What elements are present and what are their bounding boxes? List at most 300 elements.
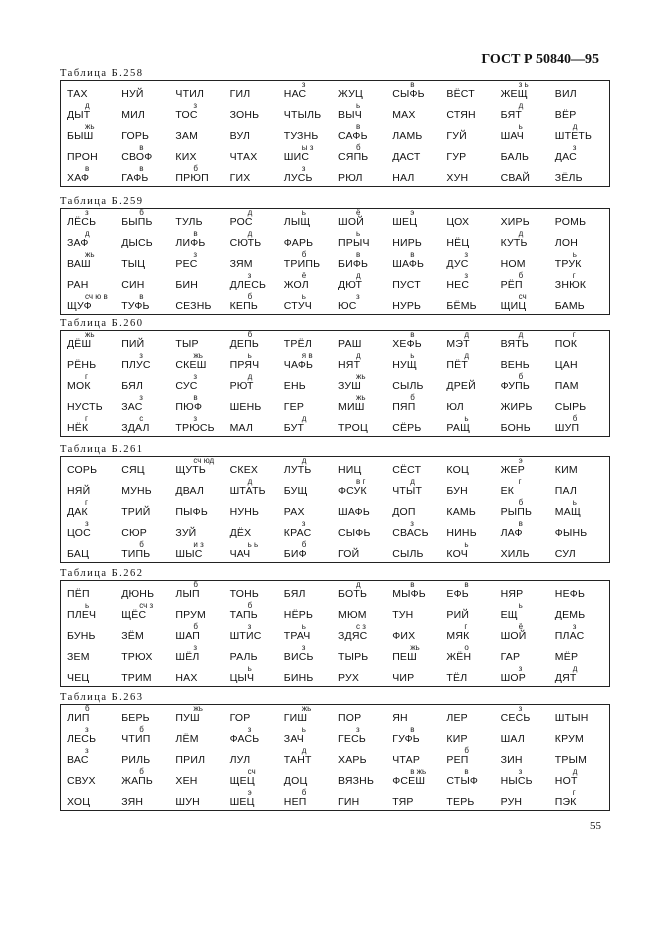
syllable-word: СЫФЬ bbox=[392, 88, 425, 100]
syllable-word: ШИС bbox=[283, 151, 310, 163]
syllable-word: СЫЛЬ bbox=[392, 380, 424, 392]
syllable-word: ЧЕЦ bbox=[67, 672, 90, 684]
syllable-word: ДРЕЙ bbox=[446, 380, 476, 392]
table-cell bbox=[336, 331, 390, 352]
phoneme-mark: б bbox=[139, 540, 144, 549]
syllable-word: НОМ bbox=[500, 258, 526, 270]
table-cell bbox=[553, 81, 607, 102]
syllable-word: КОЦ bbox=[446, 464, 469, 476]
syllable-word: БИН bbox=[175, 279, 199, 291]
table-frame bbox=[60, 208, 610, 315]
syllable-word: ЖУЦ bbox=[338, 88, 363, 100]
syllable-word: ЛЕСЬ bbox=[67, 733, 97, 745]
syllable-word: ЕФЬ bbox=[446, 588, 469, 600]
syllable-word: ЗЯН bbox=[121, 796, 144, 808]
table-cell bbox=[282, 123, 336, 144]
table-cell bbox=[282, 602, 336, 623]
table-cell bbox=[553, 352, 607, 373]
phoneme-mark: сч юд bbox=[193, 456, 215, 465]
syllable-word: ЛАМЬ bbox=[392, 130, 423, 142]
table-cell bbox=[336, 768, 390, 789]
table-cell bbox=[336, 415, 390, 436]
phoneme-mark: ь bbox=[518, 601, 523, 610]
table-cell bbox=[444, 209, 498, 230]
table-cell bbox=[228, 394, 282, 415]
syllable-word: СЮТЬ bbox=[229, 237, 262, 249]
syllable-word: БЁМЬ bbox=[446, 300, 477, 312]
syllable-word: НЕП bbox=[283, 796, 307, 808]
table-cell bbox=[499, 747, 553, 768]
syllable-word: ЗАМ bbox=[175, 130, 199, 142]
table-cell bbox=[390, 293, 444, 314]
phoneme-mark: з bbox=[356, 292, 360, 301]
phoneme-mark: з bbox=[356, 725, 360, 734]
table-cell bbox=[173, 747, 227, 768]
table-cell bbox=[553, 102, 607, 123]
syllable-word: НЕС bbox=[446, 279, 470, 291]
table-cell bbox=[173, 272, 227, 293]
table-cell bbox=[390, 230, 444, 251]
syllable-word: РОС bbox=[229, 216, 253, 228]
phoneme-mark: з bbox=[518, 704, 523, 713]
syllable-word: КОЧ bbox=[446, 548, 468, 560]
syllable-word: БЕРЬ bbox=[121, 712, 150, 724]
phoneme-mark: ь bbox=[247, 351, 252, 360]
phoneme-mark: д bbox=[356, 580, 361, 589]
table-cell bbox=[65, 81, 119, 102]
phoneme-mark: б bbox=[193, 164, 198, 173]
table-cell bbox=[65, 789, 119, 810]
syllable-word: НУЙ bbox=[121, 88, 144, 100]
table-cell bbox=[65, 705, 119, 726]
phoneme-mark: б bbox=[301, 788, 307, 797]
table-cell bbox=[228, 747, 282, 768]
phoneme-mark: з bbox=[572, 143, 577, 152]
table-cell bbox=[390, 623, 444, 644]
table-cell bbox=[444, 726, 498, 747]
phoneme-mark: з bbox=[193, 643, 198, 652]
word-grid bbox=[61, 81, 609, 186]
phoneme-mark: ё bbox=[356, 208, 361, 217]
table-cell bbox=[390, 352, 444, 373]
table-cell bbox=[173, 478, 227, 499]
syllable-word: СЕЗНЬ bbox=[175, 300, 212, 312]
table-cell bbox=[65, 272, 119, 293]
table-cell bbox=[499, 81, 553, 102]
table-cell bbox=[119, 747, 173, 768]
table-block bbox=[60, 68, 610, 187]
phoneme-mark: г bbox=[518, 477, 522, 486]
phoneme-mark: ы з bbox=[301, 143, 314, 152]
phoneme-mark: з bbox=[139, 351, 143, 360]
syllable-word: ПУШ bbox=[175, 712, 200, 724]
table-cell bbox=[444, 623, 498, 644]
syllable-word: ПОР bbox=[338, 712, 362, 724]
table-cell bbox=[228, 102, 282, 123]
table-cell bbox=[65, 520, 119, 541]
page-number: 55 bbox=[590, 820, 601, 832]
table-cell bbox=[65, 352, 119, 373]
table-cell bbox=[282, 373, 336, 394]
syllable-word: ПЫФЬ bbox=[175, 506, 208, 518]
table-cell bbox=[444, 81, 498, 102]
table-cell bbox=[553, 665, 607, 686]
syllable-word: ЗДАЛ bbox=[121, 422, 150, 434]
table-cell bbox=[553, 644, 607, 665]
syllable-word: ЕНЬ bbox=[283, 380, 306, 392]
syllable-word: ЦОС bbox=[67, 527, 91, 539]
syllable-word: ДЁХ bbox=[229, 527, 252, 539]
table-cell bbox=[336, 581, 390, 602]
table-cell bbox=[282, 768, 336, 789]
syllable-word: БАМЬ bbox=[554, 300, 585, 312]
table-cell bbox=[173, 123, 227, 144]
phoneme-mark: з bbox=[85, 746, 89, 755]
table-cell bbox=[499, 457, 553, 478]
syllable-word: ДЕПЬ bbox=[229, 338, 259, 350]
syllable-word: ШЁЛ bbox=[175, 651, 200, 663]
table-cell bbox=[553, 144, 607, 165]
syllable-word: ШАП bbox=[175, 630, 201, 642]
table-cell bbox=[390, 394, 444, 415]
table-cell bbox=[173, 520, 227, 541]
phoneme-mark: б bbox=[410, 393, 415, 402]
table-frame bbox=[60, 80, 610, 187]
syllable-word: ГИН bbox=[338, 796, 360, 808]
table-cell bbox=[65, 144, 119, 165]
table-cell bbox=[282, 209, 336, 230]
phoneme-mark: э bbox=[518, 456, 523, 465]
phoneme-mark: я в bbox=[301, 351, 313, 360]
syllable-word: БЯЛ bbox=[121, 380, 144, 392]
table-cell bbox=[444, 373, 498, 394]
table-cell bbox=[228, 293, 282, 314]
syllable-word: РУН bbox=[500, 796, 523, 808]
table-cell bbox=[390, 165, 444, 186]
table-cell bbox=[444, 144, 498, 165]
table-cell bbox=[65, 499, 119, 520]
syllable-word: БАЛЬ bbox=[500, 151, 530, 163]
table-cell bbox=[336, 293, 390, 314]
table-cell bbox=[499, 373, 553, 394]
table-cell bbox=[119, 726, 173, 747]
phoneme-mark: ь bbox=[301, 622, 306, 631]
phoneme-mark: э bbox=[247, 788, 252, 797]
syllable-word: ЛЫЩ bbox=[283, 216, 311, 228]
phoneme-mark: д bbox=[464, 351, 470, 360]
syllable-word: ГАФЬ bbox=[121, 172, 149, 184]
table-cell bbox=[553, 747, 607, 768]
syllable-word: ШОЙ bbox=[500, 630, 527, 642]
table-cell bbox=[282, 81, 336, 102]
syllable-word: ШЕЦ bbox=[392, 216, 418, 228]
syllable-word: НАХ bbox=[175, 672, 198, 684]
syllable-word: ШТИС bbox=[229, 630, 262, 642]
syllable-word: ФАСЬ bbox=[229, 733, 260, 745]
syllable-word: ТИПЬ bbox=[121, 548, 151, 560]
syllable-word: ДЮТ bbox=[338, 279, 363, 291]
table-cell bbox=[282, 293, 336, 314]
table-cell bbox=[228, 123, 282, 144]
phoneme-mark: жь bbox=[356, 393, 366, 402]
syllable-word: ЗУЙ bbox=[175, 527, 197, 539]
syllable-word: ПОК bbox=[554, 338, 578, 350]
table-cell bbox=[228, 331, 282, 352]
phoneme-mark: б bbox=[518, 271, 524, 280]
table-cell bbox=[173, 165, 227, 186]
syllable-word: НЫСЬ bbox=[500, 775, 533, 787]
table-cell bbox=[228, 665, 282, 686]
table-cell bbox=[444, 165, 498, 186]
syllable-word: ЛИФЬ bbox=[175, 237, 206, 249]
syllable-word: МИШ bbox=[338, 401, 365, 413]
syllable-word: ФСУК bbox=[338, 485, 367, 497]
syllable-word: ПРЮП bbox=[175, 172, 209, 184]
syllable-word: ПЁП bbox=[67, 588, 90, 600]
syllable-word: ЦЫЧ bbox=[229, 672, 255, 684]
table-frame bbox=[60, 330, 610, 437]
phoneme-mark: в bbox=[356, 122, 361, 131]
syllable-word: НИНЬ bbox=[446, 527, 477, 539]
table-cell bbox=[444, 499, 498, 520]
syllable-word: ЩУТЬ bbox=[175, 464, 207, 476]
syllable-word: ФАРЬ bbox=[283, 237, 314, 249]
phoneme-mark: з bbox=[247, 271, 252, 280]
syllable-word: ТЁЛ bbox=[446, 672, 468, 684]
syllable-word: СКЕШ bbox=[175, 359, 207, 371]
table-cell bbox=[119, 373, 173, 394]
table-cell bbox=[499, 331, 553, 352]
phoneme-mark: ь bbox=[572, 250, 577, 259]
phoneme-mark: жь bbox=[85, 330, 95, 339]
syllable-word: ЧИР bbox=[392, 672, 415, 684]
table-cell bbox=[119, 251, 173, 272]
syllable-word: ЕЩ bbox=[500, 609, 518, 621]
syllable-word: ТРЮХ bbox=[121, 651, 153, 663]
syllable-word: ЗУШ bbox=[338, 380, 362, 392]
syllable-word: ПРЫЧ bbox=[338, 237, 370, 249]
phoneme-mark: б bbox=[247, 330, 253, 339]
table-cell bbox=[119, 102, 173, 123]
table-cell bbox=[553, 293, 607, 314]
phoneme-mark: б bbox=[572, 414, 578, 423]
table-cell bbox=[390, 81, 444, 102]
syllable-word: РАШ bbox=[338, 338, 362, 350]
syllable-word: ПУСТ bbox=[392, 279, 421, 291]
table-cell bbox=[336, 394, 390, 415]
phoneme-mark: в bbox=[410, 330, 415, 339]
syllable-word: ХИЛЬ bbox=[500, 548, 530, 560]
syllable-word: КЕПЬ bbox=[229, 300, 258, 312]
syllable-word: СВУХ bbox=[67, 775, 96, 787]
syllable-word: ДОП bbox=[392, 506, 416, 518]
syllable-word: ТОС bbox=[175, 109, 198, 121]
phoneme-mark: с bbox=[139, 414, 144, 423]
table-cell bbox=[390, 705, 444, 726]
syllable-word: ВЫЧ bbox=[338, 109, 362, 121]
syllable-word: МЯК bbox=[446, 630, 470, 642]
table-cell bbox=[499, 102, 553, 123]
syllable-word: БЯТ bbox=[500, 109, 522, 121]
word-grid bbox=[61, 705, 609, 810]
table-cell bbox=[336, 123, 390, 144]
table-cell bbox=[336, 272, 390, 293]
phoneme-mark: сч ю в bbox=[85, 292, 108, 301]
syllable-word: СУС bbox=[175, 380, 198, 392]
syllable-word: ПЮФ bbox=[175, 401, 203, 413]
table-cell bbox=[499, 520, 553, 541]
syllable-word: НУСТЬ bbox=[67, 401, 103, 413]
table-cell bbox=[282, 165, 336, 186]
syllable-word: ТУФЬ bbox=[121, 300, 150, 312]
table-cell bbox=[173, 644, 227, 665]
phoneme-mark: э bbox=[410, 208, 415, 217]
table-cell bbox=[390, 499, 444, 520]
phoneme-mark: з bbox=[301, 80, 306, 89]
table-cell bbox=[553, 789, 607, 810]
table-cell bbox=[499, 144, 553, 165]
phoneme-mark: сч з bbox=[139, 601, 154, 610]
table-cell bbox=[336, 165, 390, 186]
phoneme-mark: з bbox=[464, 250, 469, 259]
phoneme-mark: в bbox=[85, 164, 90, 173]
syllable-word: ХАРЬ bbox=[338, 754, 367, 766]
syllable-word: ТРЮСЬ bbox=[175, 422, 215, 434]
phoneme-mark: сч bbox=[518, 292, 527, 301]
table-cell bbox=[282, 394, 336, 415]
phoneme-mark: в bbox=[356, 250, 361, 259]
phoneme-mark: б bbox=[247, 601, 253, 610]
phoneme-mark: д bbox=[410, 477, 415, 486]
syllable-word: ВУЛ bbox=[229, 130, 251, 142]
syllable-word: ТАПЬ bbox=[229, 609, 258, 621]
table-cell bbox=[336, 373, 390, 394]
syllable-word: НЁК bbox=[67, 422, 89, 434]
syllable-word: РАН bbox=[67, 279, 89, 291]
phoneme-mark: б bbox=[85, 704, 90, 713]
table-cell bbox=[390, 331, 444, 352]
table-cell bbox=[444, 272, 498, 293]
table-cell bbox=[65, 394, 119, 415]
syllable-word: ЖОЛ bbox=[283, 279, 309, 291]
table-cell bbox=[444, 665, 498, 686]
syllable-word: ВЁР bbox=[554, 109, 577, 121]
table-cell bbox=[228, 623, 282, 644]
phoneme-mark: ь bbox=[301, 208, 306, 217]
syllable-word: НЁЦ bbox=[446, 237, 470, 249]
table-cell bbox=[553, 165, 607, 186]
syllable-word: ГАР bbox=[500, 651, 521, 663]
table-cell bbox=[282, 623, 336, 644]
syllable-word: ЛИП bbox=[67, 712, 90, 724]
table-cell bbox=[553, 251, 607, 272]
phoneme-mark: б bbox=[193, 622, 198, 631]
table-cell bbox=[65, 251, 119, 272]
phoneme-mark: з bbox=[139, 393, 143, 402]
syllable-word: СЯПЬ bbox=[338, 151, 369, 163]
table-cell bbox=[119, 665, 173, 686]
syllable-word: БЫШ bbox=[67, 130, 94, 142]
syllable-word: ЗЁЛЬ bbox=[554, 172, 583, 184]
table-cell bbox=[173, 705, 227, 726]
table-cell bbox=[282, 230, 336, 251]
phoneme-mark: д bbox=[356, 351, 361, 360]
syllable-word: ТРИПЬ bbox=[283, 258, 321, 270]
phoneme-mark: в bbox=[410, 725, 415, 734]
syllable-word: ЧТЫЛЬ bbox=[283, 109, 322, 121]
table-cell bbox=[390, 415, 444, 436]
syllable-word: НЯТ bbox=[338, 359, 361, 371]
table-cell bbox=[444, 768, 498, 789]
syllable-word: НЕФЬ bbox=[554, 588, 586, 600]
table-cell bbox=[282, 272, 336, 293]
table-cell bbox=[553, 623, 607, 644]
syllable-word: ЩЕЦ bbox=[229, 775, 255, 787]
table-cell bbox=[282, 789, 336, 810]
phoneme-mark: д bbox=[301, 414, 307, 423]
syllable-word: ХИРЬ bbox=[500, 216, 530, 228]
table-cell bbox=[119, 144, 173, 165]
table-cell bbox=[173, 251, 227, 272]
syllable-word: ПАЛ bbox=[554, 485, 578, 497]
syllable-word: ВЯЗНЬ bbox=[338, 775, 375, 787]
table-cell bbox=[65, 230, 119, 251]
phoneme-mark: д bbox=[247, 477, 253, 486]
table-cell bbox=[228, 581, 282, 602]
table-cell bbox=[282, 499, 336, 520]
phoneme-mark: г bbox=[85, 372, 88, 381]
table-cell bbox=[282, 251, 336, 272]
table-cell bbox=[119, 499, 173, 520]
phoneme-mark: д bbox=[301, 746, 307, 755]
table-cell bbox=[228, 768, 282, 789]
phoneme-mark: жь bbox=[410, 643, 420, 652]
syllable-word: КИР bbox=[446, 733, 468, 745]
syllable-word: ТРИЙ bbox=[121, 506, 151, 518]
table-cell bbox=[553, 230, 607, 251]
table-cell bbox=[444, 520, 498, 541]
table-cell bbox=[553, 499, 607, 520]
syllable-word: ГОР bbox=[229, 712, 251, 724]
table-cell bbox=[499, 478, 553, 499]
table-cell bbox=[173, 665, 227, 686]
syllable-word: ШАЛ bbox=[500, 733, 525, 745]
syllable-word: ДЕМЬ bbox=[554, 609, 586, 621]
syllable-word: ХОЦ bbox=[67, 796, 91, 808]
table-cell bbox=[119, 768, 173, 789]
syllable-word: БОТЬ bbox=[338, 588, 368, 600]
syllable-word: ДЫСЬ bbox=[121, 237, 153, 249]
syllable-word: КИХ bbox=[175, 151, 197, 163]
table-block bbox=[60, 196, 610, 315]
phoneme-mark: б bbox=[301, 250, 307, 259]
syllable-word: ВАС bbox=[67, 754, 89, 766]
table-cell bbox=[499, 623, 553, 644]
syllable-word: ЧАЧ bbox=[229, 548, 251, 560]
phoneme-mark: д bbox=[464, 330, 470, 339]
phoneme-mark: з bbox=[464, 271, 469, 280]
table-cell bbox=[119, 581, 173, 602]
table-block bbox=[60, 318, 610, 437]
table-cell bbox=[228, 272, 282, 293]
table-cell bbox=[228, 789, 282, 810]
table-cell bbox=[282, 541, 336, 562]
table-cell bbox=[336, 102, 390, 123]
table-cell bbox=[65, 102, 119, 123]
table-cell bbox=[390, 644, 444, 665]
table-cell bbox=[228, 478, 282, 499]
syllable-word: БУЩ bbox=[283, 485, 308, 497]
